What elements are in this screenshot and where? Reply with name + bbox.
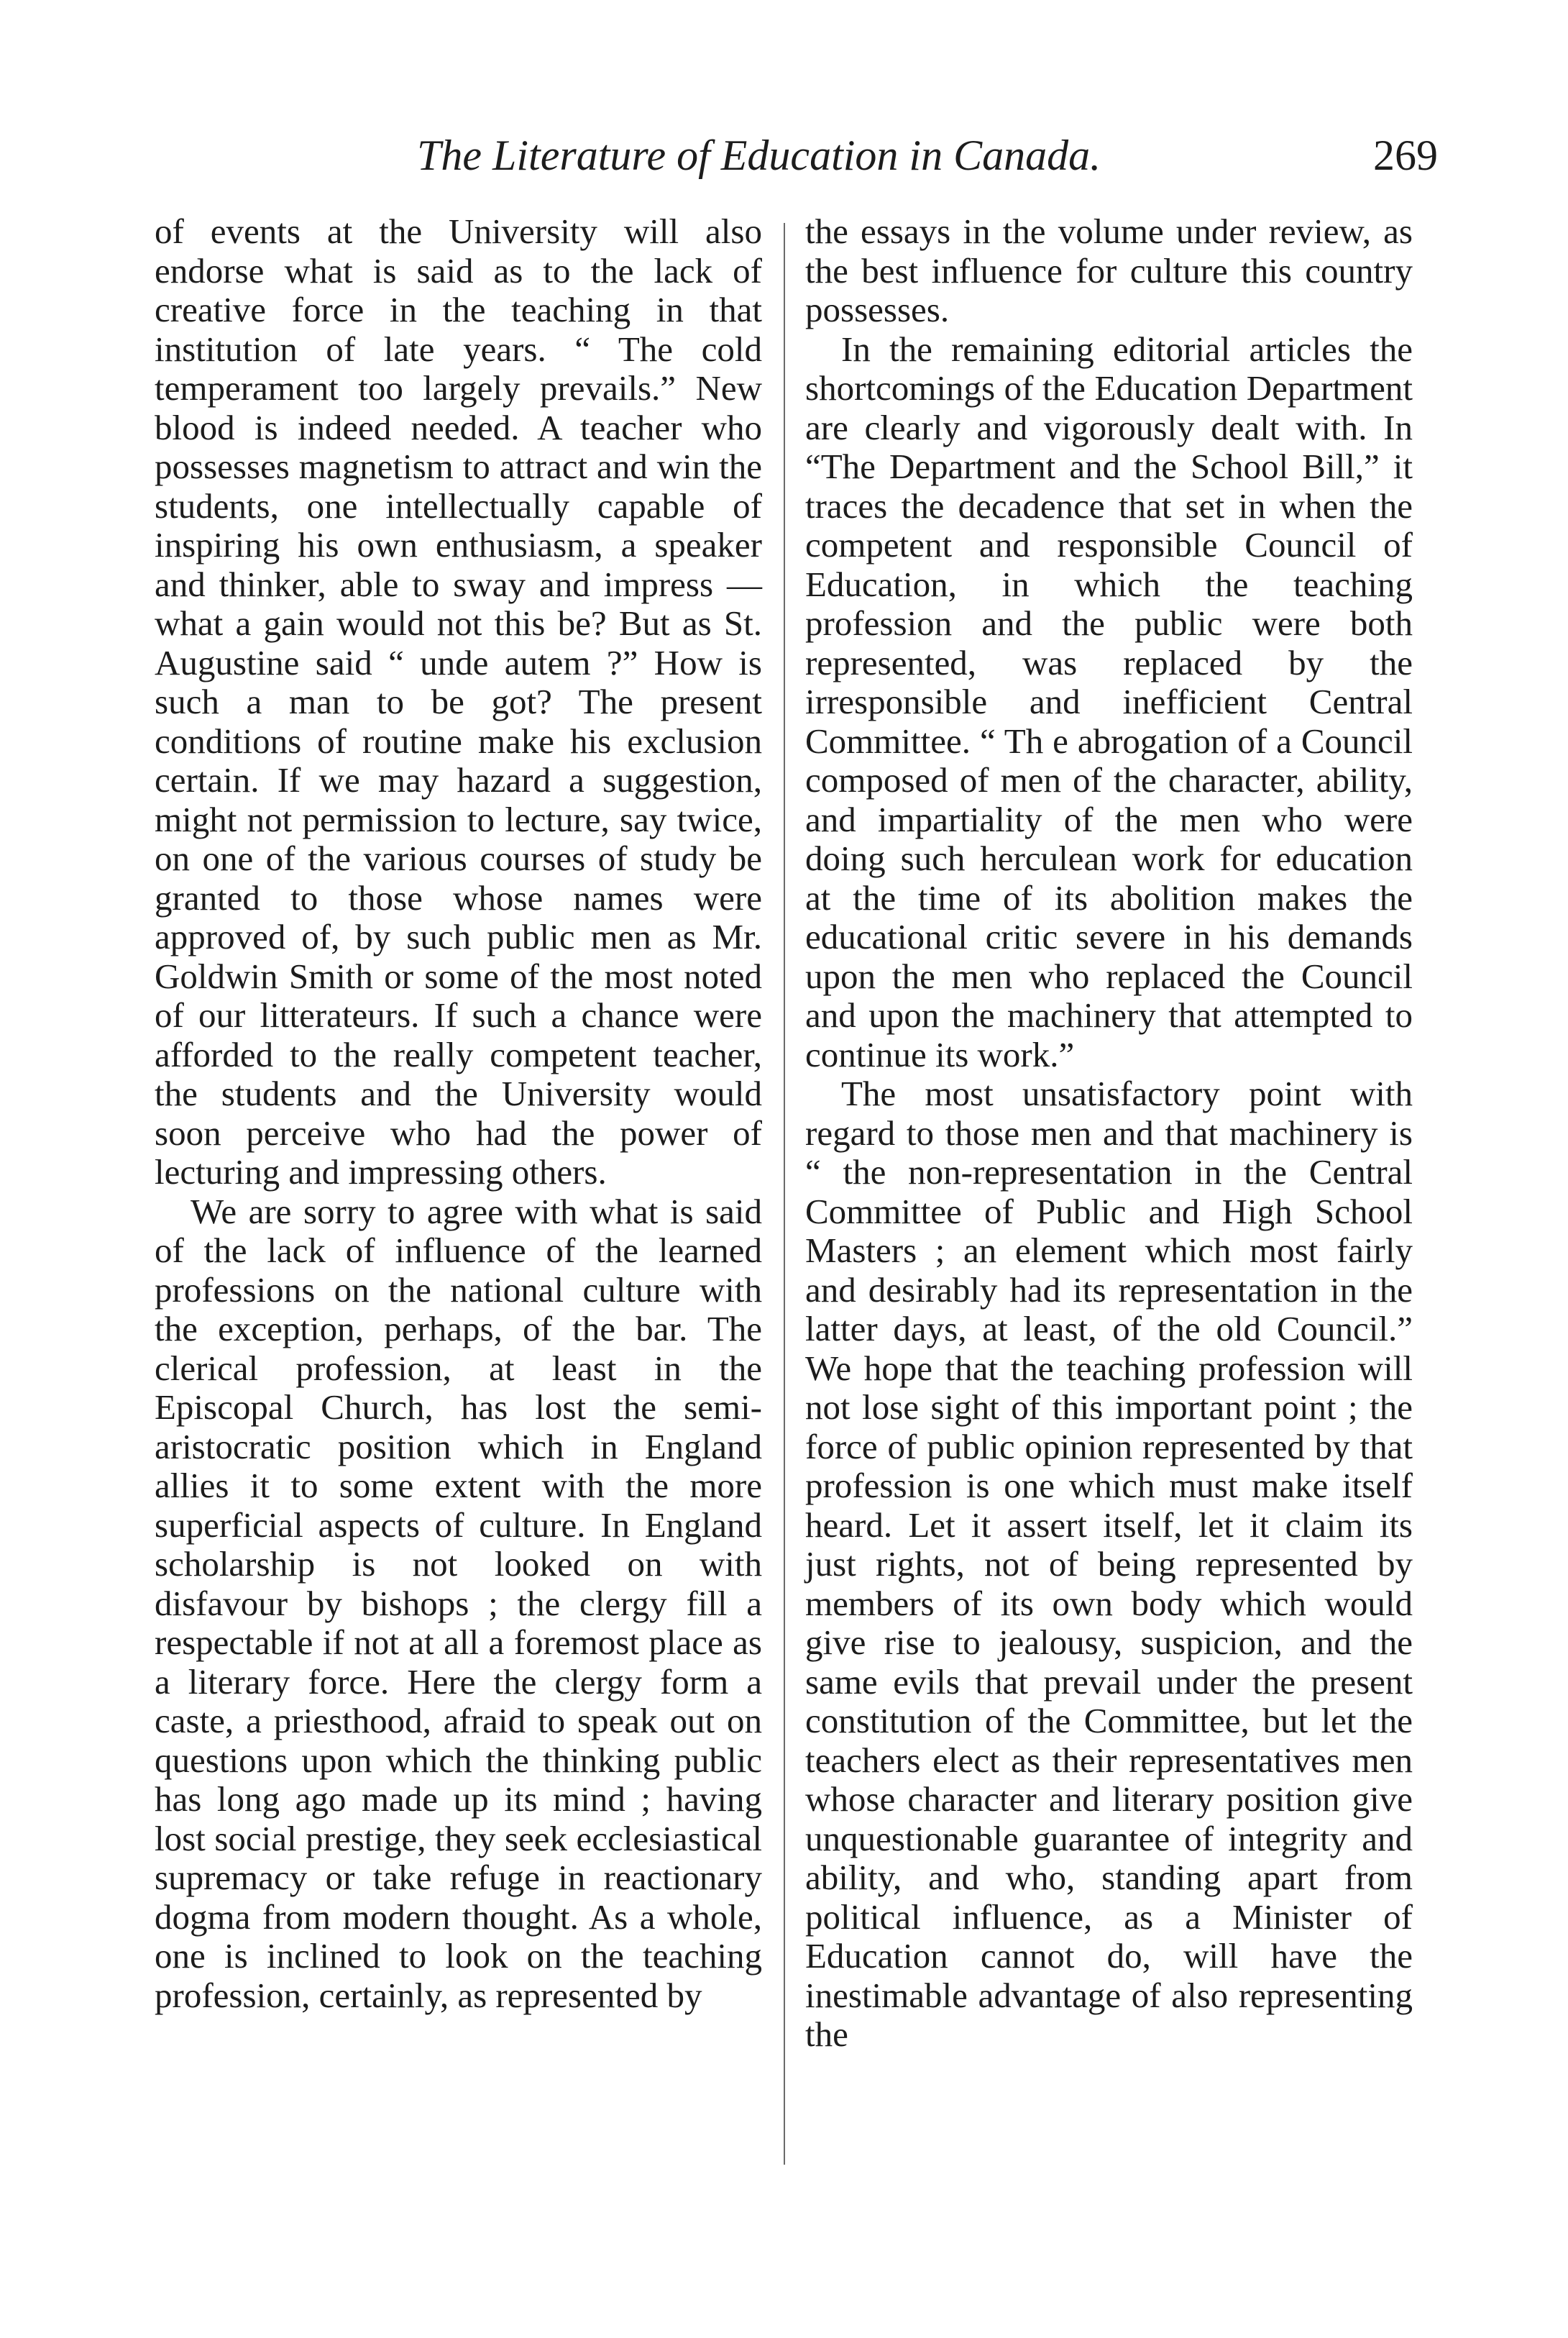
paragraph: The most unsatisfactory point with regard to those men and that machinery is “ the non-representation in the Central Committee of Public and High School Masters ; an element which most fairly and desirably had its representation in the latter days, at least, of the old Council.” We hope that the teaching profession will not lose sight of this important point ; the force of public opinion represented by that profession is one which must make itself heard. Let it assert itself, let it claim its just rights, not of being represented by members of its own body which would give rise to jealousy, suspicion, and the same evils that prevail under the present constitution of the Committee, but let the teachers elect as their representatives men whose character and literary position give unquestionable guarantee of integrity and ability, and who, standing apart from political influence, as a Minister of Education cannot do, will have the inestimable advantage of also representing the xyxy=(805,1074,1413,2054)
column-divider xyxy=(784,223,785,2165)
paragraph: of events at the University will also endorse what is said as to the lack of creative force in the teaching in that institution of late years. “ The cold temperament too largely prevails.” New blood is indeed needed. A teacher who possesses magnetism to attract and win the students, one intellectually capable of inspiring his own enthusiasm, a speaker and thinker, able to sway and impress —what a gain would not this be? But as St. Augustine said “ unde autem ?” How is such a man to be got? The present conditions of routine make his exclusion certain. If we may hazard a suggestion, might not permission to lecture, say twice, on one of the various courses of study be granted to those whose names were approved of, by such public men as Mr. Goldwin Smith or some of the most noted of our litterateurs. If such a chance were afforded to the really competent teacher, the students and the University would soon perceive who had the power of lecturing and impressing others. xyxy=(155,211,762,1192)
paragraph: the essays in the volume under review, as the best influence for culture this country possesses. xyxy=(805,211,1413,329)
paragraph: We are sorry to agree with what is said of the lack of influence of the learned professions on the national culture with the exception, perhaps, of the bar. The clerical profession, at least in the Episcopal Church, has lost the semi-aristocratic position which in England allies it to some extent with the more superficial aspects of culture. In England scholarship is not looked on with disfavour by bishops ; the clergy fill a respectable if not at all a foremost place as a literary force. Here the clergy form a caste, a priesthood, afraid to speak out on questions upon which the thinking public has long ago made up its mind ; having lost social prestige, they seek ecclesiastical supremacy or take refuge in reactionary dogma from modern thought. As a whole, one is inclined to look on the teaching profession, certainly, as represented by xyxy=(155,1191,762,2015)
paragraph: In the remaining editorial articles the shortcomings of the Education Department are clearly and vigorously dealt with. In “The Department and the School Bill,” it traces the decadence that set in when the competent and responsible Council of Education, in which the teaching profession and the public were both represented, was replaced by the irresponsible and inefficient Central Committee. “ Th e abrogation of a Council composed of men of the character, ability, and impartiality of the men who were doing such herculean work for education at the time of its abolition makes the educational critic severe in his demands upon the men who replaced the Council and upon the machinery that attempted to continue its work.” xyxy=(805,329,1413,1074)
right-column xyxy=(805,212,1413,2055)
left-column xyxy=(155,212,762,2015)
running-title: The Literature of Education in Canada. xyxy=(417,132,1101,179)
page-header xyxy=(417,127,1438,184)
page-number: 269 xyxy=(1373,132,1438,179)
